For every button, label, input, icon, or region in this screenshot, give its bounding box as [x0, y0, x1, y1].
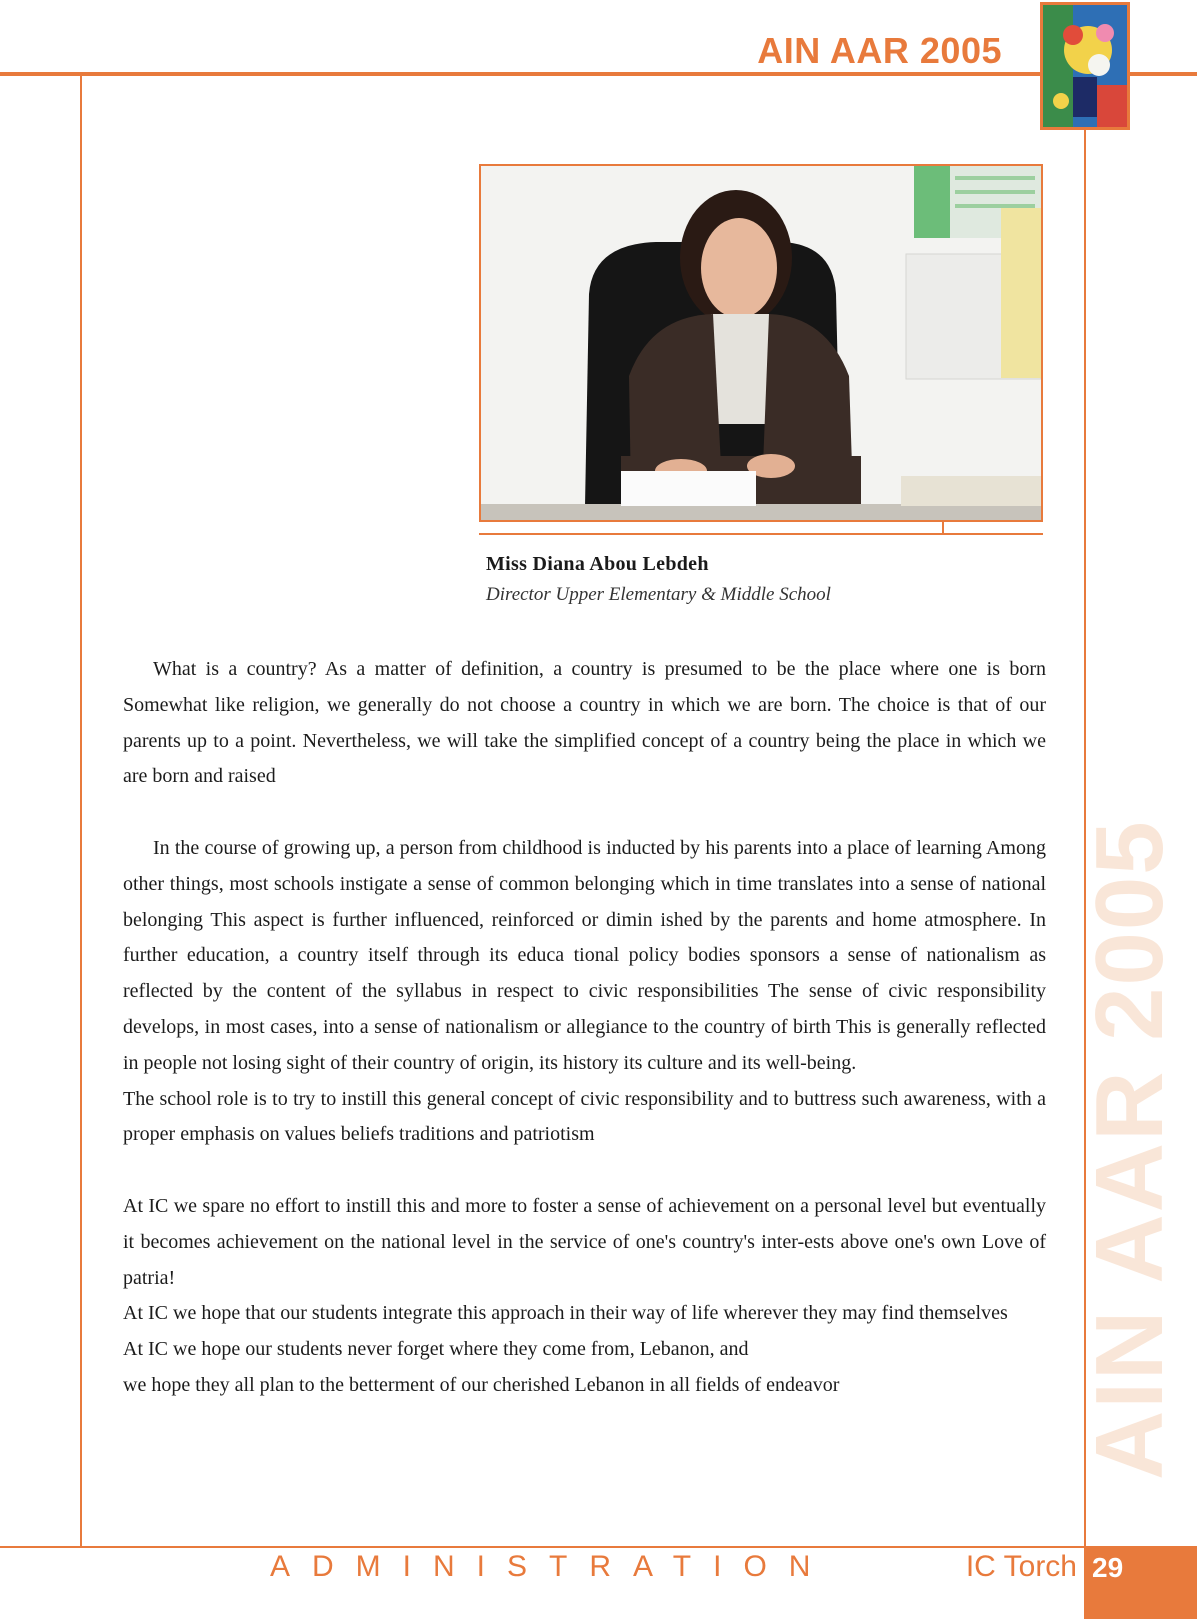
body-paragraph: we hope they all plan to the betterment of our cherished Lebanon in all fields of endeavor: [123, 1373, 840, 1396]
footer-publication: IC Torch: [965, 1550, 1077, 1583]
footer-rule: [0, 1546, 1197, 1548]
body-paragraph: At IC we hope that our students integrate this approach in their way of life wherever they may find themselves: [123, 1302, 1008, 1325]
page-number: 29: [1092, 1552, 1124, 1583]
header-thumbnail-image: [1040, 2, 1130, 130]
photo-caption-tick: [942, 520, 944, 535]
body-paragraph: What is a country? As a matter of definition, a country is presumed to be the place where one is born Somewhat like religion, we generally do not choose a country in which we are born. The choice is that of our parents up to a point. Nevertheless, we will take the simplified concept of a country being the place in which we are born and raised: [123, 658, 1046, 788]
body-paragraph: At IC we hope our students never forget where they come from, Lebanon, and: [123, 1338, 749, 1361]
article-body: [123, 652, 1046, 1404]
photo-caption: [486, 553, 831, 606]
left-margin-rule: [80, 72, 82, 1548]
caption-name: Miss Diana Abou Lebdeh: [486, 553, 709, 575]
body-paragraph: At IC we spare no effort to instill this and more to foster a sense of achievement on a personal level but eventually it becomes achievement on the national level in the service of one's country's inter-ests above one's own Love of patria!: [123, 1194, 1046, 1289]
footer-section-label: ADMINISTRATION: [270, 1550, 833, 1583]
photo-caption-rule: [479, 533, 1043, 535]
body-paragraph: In the course of growing up, a person from childhood is inducted by his parents into a place of learning Among other things, most schools instigate a sense of common belonging which in time translates into a sense of national belonging This aspect is further influenced, reinforced or dimin ished by the parents and home atmosphere. In further education, a country itself through its educa tional policy bodies sponsors a sense of nationalism as reflected by the content of the syllabus in respect to civic responsibilities The sense of civic responsibility develops, in most cases, into a sense of nationalism or allegiance to the country of birth This is generally reflected in people not losing sight of their country of origin, its history its culture and its well-being.: [123, 836, 1046, 1074]
caption-title: Director Upper Elementary & Middle School: [486, 584, 831, 605]
header-title: AIN AAR 2005: [757, 30, 1002, 71]
vertical-watermark: AIN AAR 2005: [1076, 819, 1183, 1480]
header-rule: [0, 72, 1197, 76]
portrait-photo: [479, 164, 1043, 522]
body-paragraph: The school role is to try to instill this general concept of civic responsibility and to buttress such awareness, with a proper emphasis on values beliefs traditions and patriotism: [123, 1087, 1046, 1146]
page-number-box: [1084, 1548, 1197, 1619]
